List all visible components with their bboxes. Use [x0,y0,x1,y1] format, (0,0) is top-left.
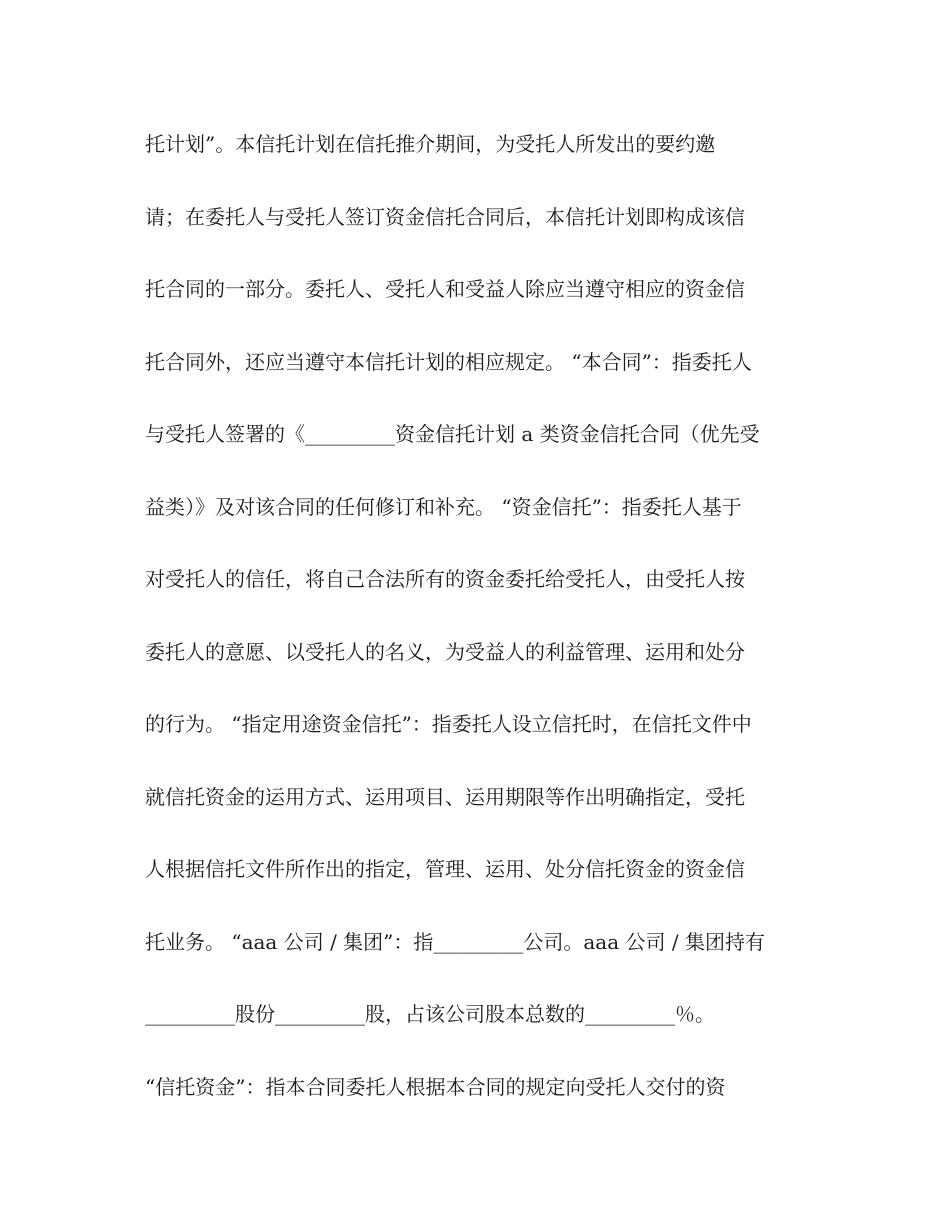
text-line-4: 托合同外，还应当遵守本信托计划的相应规定。 “本合同”：指委托人 [145,349,752,374]
text-line-8: 委托人的意愿、以受托人的名义，为受益人的利益管理、运用和处分 [145,639,745,664]
text-line-7: 对受托人的信任，将自己合法所有的资金委托给受托人，由受托人按 [145,567,745,591]
text-line-12: 托业务。 “aaa 公司 / 集团”：指_________公司。aaa 公司 / 集团持有 [145,929,765,954]
text-line-3: 托合同的一部分。委托人、受托人和受益人除应当遵守相应的资金信 [145,277,745,301]
text-line-13: _________股份_________股，占该公司股本总数的_________％。 [145,1002,715,1026]
text-line-10: 就信托资金的运用方式、运用项目、运用期限等作出明确指定，受托 [145,784,745,809]
text-line-5: 与受托人签署的《_________资金信托计划 a 类资金信托合同（优先受 [145,422,760,446]
text-line-6: 益类）》及对该合同的任何修订和补充。 “资金信托”：指委托人基于 [145,494,742,519]
text-line-14: “信托资金”：指本合同委托人根据本合同的规定向受托人交付的资 [145,1074,726,1099]
text-line-1: 托计划”。本信托计划在信托推介期间，为受托人所发出的要约邀 [145,132,716,156]
text-line-9: 的行为。 “指定用途资金信托”：指委托人设立信托时，在信托文件中 [145,712,752,736]
text-line-2: 请；在委托人与受托人签订资金信托合同后，本信托计划即构成该信 [145,204,745,229]
document-body [145,120,810,1135]
text-line-11: 人根据信托文件所作出的指定，管理、运用、处分信托资金的资金信 [145,857,745,881]
